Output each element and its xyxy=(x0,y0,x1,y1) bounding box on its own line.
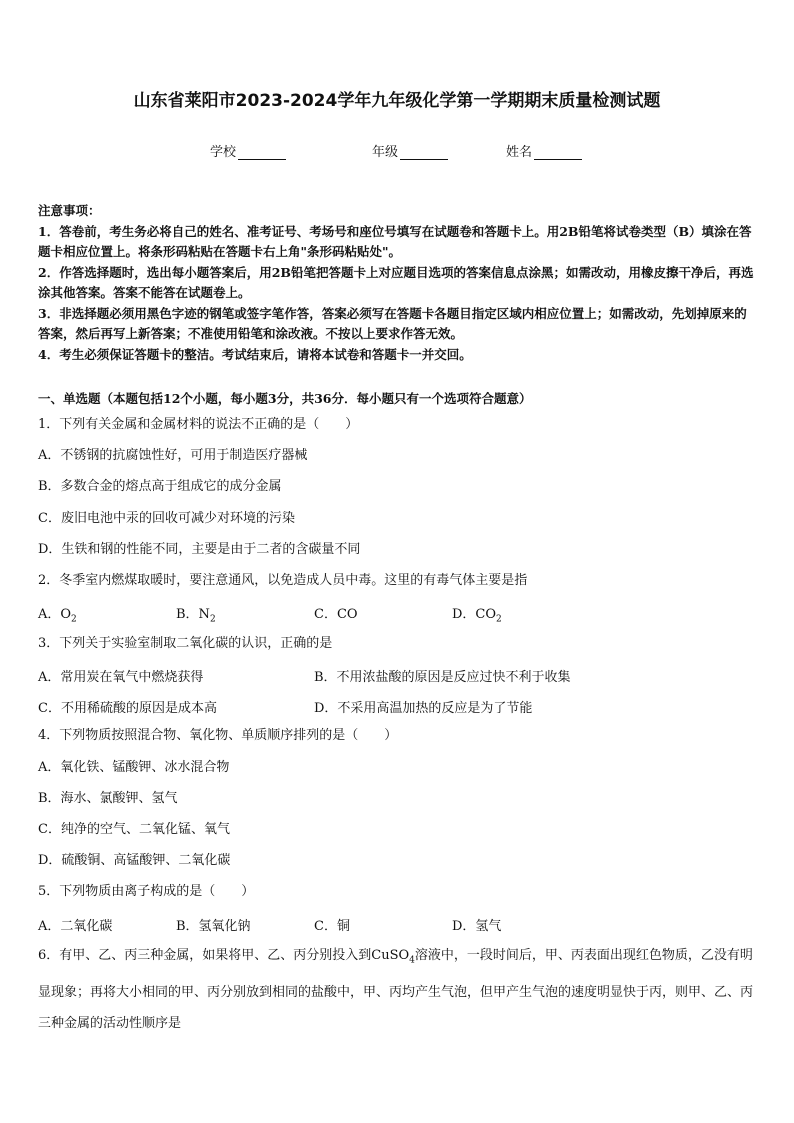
question-3-option-b[interactable]: B．不用浓盐酸的原因是反应过快不利于收集 xyxy=(314,670,571,685)
subscript: 2 xyxy=(496,614,502,625)
question-2-option-a[interactable] xyxy=(38,603,77,625)
section-heading: 一、单选题（本题包括12个小题，每小题3分，共36分．每小题只有一个选项符合题意） xyxy=(38,391,532,406)
option-text: D．CO xyxy=(452,607,497,622)
name-label: 姓名 xyxy=(506,145,533,160)
option-text: B．N xyxy=(176,607,210,622)
question-1-stem: 1．下列有关金属和金属材料的说法不正确的是（ ） xyxy=(38,417,359,432)
question-3-option-d[interactable]: D．不采用高温加热的反应是为了节能 xyxy=(314,701,533,716)
school-label: 学校 xyxy=(210,145,237,160)
question-5-option-d[interactable]: D．氢气 xyxy=(452,919,502,934)
question-2-stem: 2．冬季室内燃煤取暖时，要注意通风，以免造成人员中毒。这里的有毒气体主要是指 xyxy=(38,573,528,588)
school-blank[interactable] xyxy=(238,147,286,160)
notes-heading: 注意事项： xyxy=(38,203,101,218)
stem-text: 6．有甲、乙、丙三种金属，如果将甲、乙、丙分别投入到CuSO xyxy=(38,948,410,963)
question-5-option-b[interactable]: B．氢氧化钠 xyxy=(176,919,251,934)
question-2-option-c[interactable]: C．CO xyxy=(314,607,358,622)
notes-block xyxy=(38,201,758,365)
name-field[interactable] xyxy=(506,141,582,160)
question-1-option-b[interactable]: B．多数合金的熔点高于组成它的成分金属 xyxy=(38,479,282,494)
question-4-option-c[interactable]: C．纯净的空气、二氧化锰、氧气 xyxy=(38,822,230,837)
question-1-option-d[interactable]: D．生铁和钢的性能不同，主要是由于二者的含碳量不同 xyxy=(38,542,361,557)
name-blank[interactable] xyxy=(534,147,582,160)
grade-blank[interactable] xyxy=(400,147,448,160)
question-1-option-a[interactable]: A．不锈钢的抗腐蚀性好，可用于制造医疗器械 xyxy=(38,448,308,463)
notes-item: 1．答卷前，考生务必将自己的姓名、准考证号、考场号和座位号填写在试题卷和答题卡上。用2B铅笔将试卷类型（B）填涂在答题卡相应位置上。将条形码粘贴在答题卡右上角"条形码粘贴处"。 xyxy=(38,223,752,259)
question-5-option-c[interactable]: C．铜 xyxy=(314,919,350,934)
notes-item: 4．考生必须保证答题卡的整洁。考试结束后，请将本试卷和答题卡一并交回。 xyxy=(38,346,472,362)
stem-text: 溶液中，一段时间后，甲、丙表面出现红色物质，乙没有明显现象；再将大小相同的甲、丙分别放到相同的盐酸中，甲、丙均产生气泡，但甲产生气泡的速度明显快于丙，则甲、乙、丙三种金属的活动性顺序是 xyxy=(38,948,754,1031)
notes-item: 3．非选择题必须用黑色字迹的钢笔或签字笔作答，答案必须写在答题卡各题目指定区域内相应位置上；如需改动，先划掉原来的答案，然后再写上新答案；不准使用铅笔和涂改液。不按以上要求作答无效。 xyxy=(38,305,747,341)
question-4-option-a[interactable]: A．氧化铁、锰酸钾、冰水混合物 xyxy=(38,760,230,775)
notes-item: 2．作答选择题时，选出每小题答案后，用2B铅笔把答题卡上对应题目选项的答案信息点涂黑；如需改动，用橡皮擦干净后，再选涂其他答案。答案不能答在试题卷上。 xyxy=(38,264,754,300)
question-3-option-c[interactable]: C．不用稀硫酸的原因是成本高 xyxy=(38,701,217,716)
subscript: 2 xyxy=(71,614,77,625)
question-3-stem: 3．下列关于实验室制取二氧化碳的认识，正确的是 xyxy=(38,636,333,651)
question-3-option-a[interactable]: A．常用炭在氧气中燃烧获得 xyxy=(38,670,204,685)
school-field[interactable] xyxy=(210,141,286,160)
grade-field[interactable] xyxy=(372,141,448,160)
question-4-option-b[interactable]: B．海水、氯酸钾、氢气 xyxy=(38,791,178,806)
question-4-option-d[interactable]: D．硫酸铜、高锰酸钾、二氧化碳 xyxy=(38,853,231,868)
option-text: A．O xyxy=(38,607,72,622)
exam-title: 山东省莱阳市2023-2024学年九年级化学第一学期期末质量检测试题 xyxy=(133,91,661,111)
question-5-option-a[interactable]: A．二氧化碳 xyxy=(38,919,113,934)
question-6-stem xyxy=(38,940,760,1039)
subscript: 2 xyxy=(209,614,216,625)
question-2-option-d[interactable] xyxy=(452,603,502,625)
question-1-option-c[interactable]: C．废旧电池中汞的回收可减少对环境的污染 xyxy=(38,511,295,526)
question-2-option-b[interactable] xyxy=(176,603,216,625)
question-5-stem: 5．下列物质由离子构成的是（ ） xyxy=(38,884,255,899)
grade-label: 年级 xyxy=(372,145,399,160)
question-4-stem: 4．下列物质按照混合物、氧化物、单质顺序排列的是（ ） xyxy=(38,728,398,743)
subscript: 4 xyxy=(409,955,415,966)
